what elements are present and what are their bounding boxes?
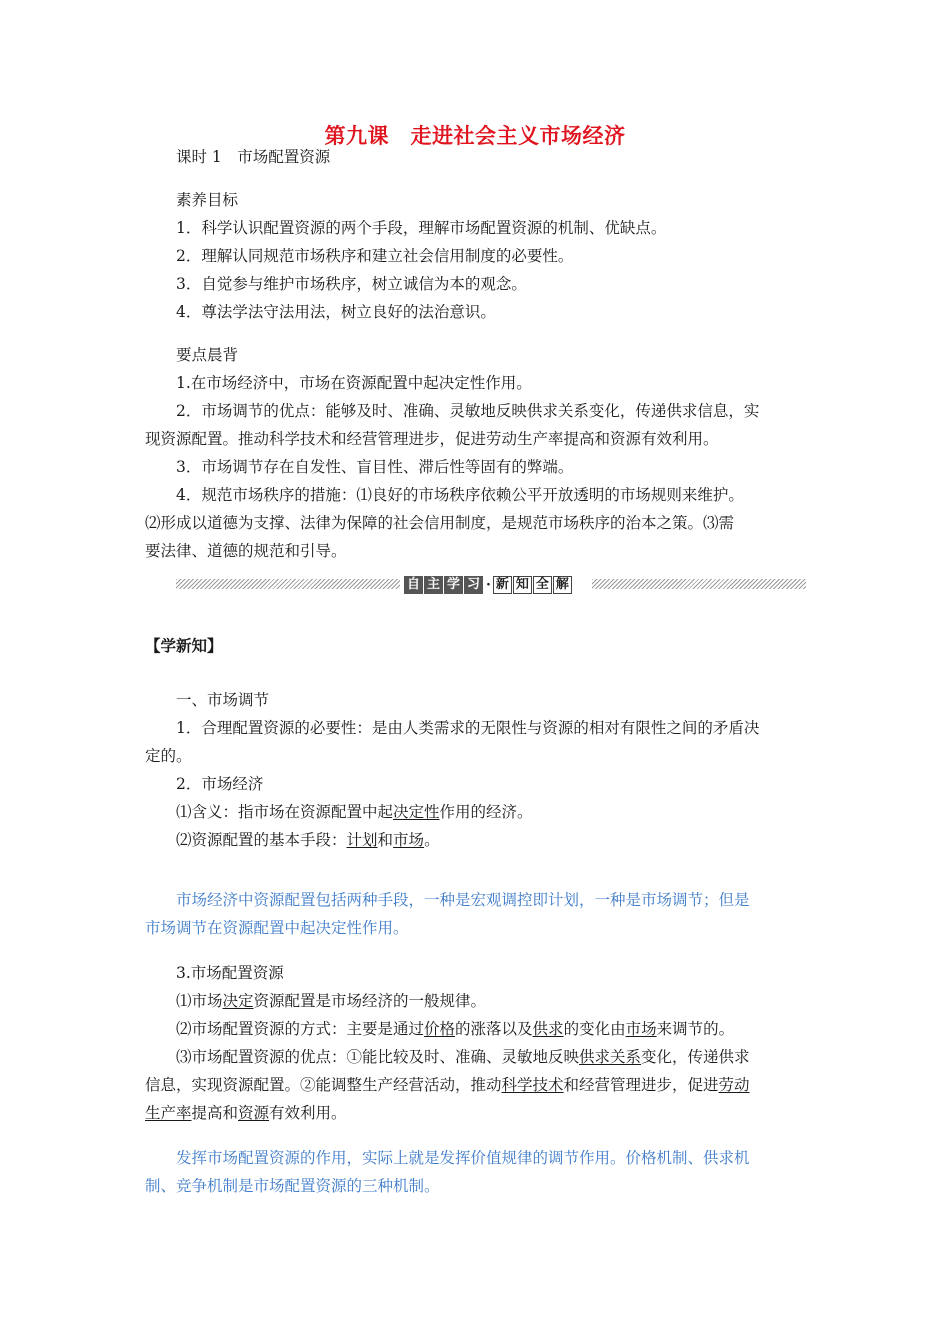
key-point-line: 要法律、道德的规范和引导。 [145, 542, 347, 560]
lesson-subtitle: 课时 1 市场配置资源 [176, 148, 331, 166]
text-span: 有效利用。 [269, 1104, 347, 1122]
text-span: 提高和 [191, 1104, 239, 1122]
banner-char: 主 [424, 576, 443, 594]
key-point-line: 1.在市场经济中，市场在资源配置中起决定性作用。 [176, 374, 532, 392]
text-span: ⑵资源配置的基本手段： [176, 831, 347, 849]
underlined-answer: 科学技术 [501, 1076, 564, 1094]
underlined-answer: 价格 [424, 1020, 456, 1038]
text-span: 和 [377, 831, 394, 849]
underlined-answer: 供求关系 [579, 1048, 642, 1066]
underlined-answer: 计划 [346, 831, 378, 849]
section-banner [176, 575, 806, 595]
body-line [145, 1103, 347, 1123]
text-span: 资源配置是市场经济的一般规律。 [253, 992, 487, 1010]
body-line: 1．合理配置资源的必要性：是由人类需求的无限性与资源的相对有限性之间的矛盾决 [176, 719, 760, 737]
key-points-heading: 要点晨背 [176, 346, 239, 364]
banner-char: 解 [553, 576, 572, 594]
key-point-line: 现资源配置。推动科学技术和经营管理进步，促进劳动生产率提高和资源有效利用。 [145, 430, 719, 448]
underlined-answer: 决定性 [393, 803, 440, 821]
banner-char: 全 [533, 576, 552, 594]
underlined-answer: 市场 [625, 1020, 657, 1038]
body-line [145, 1075, 750, 1095]
body-line [176, 830, 440, 850]
body-line [176, 1047, 750, 1067]
note-line: 制、竞争机制是市场配置资源的三种机制。 [145, 1177, 440, 1195]
underlined-answer: 劳动 [718, 1076, 750, 1094]
text-span: ⑴含义：指市场在资源配置中起 [176, 803, 394, 821]
text-span: 。 [424, 831, 440, 849]
new-knowledge-heading: 【学新知】 [145, 636, 223, 655]
goals-heading: 素养目标 [176, 191, 239, 209]
subsection-heading: 2．市场经济 [176, 775, 264, 793]
goal-item: 2．理解认同规范市场秩序和建立社会信用制度的必要性。 [176, 247, 574, 265]
text-span: 变化，传递供求 [641, 1048, 750, 1066]
key-point-line: 3．市场调节存在自发性、盲目性、滞后性等固有的弊端。 [176, 458, 574, 476]
banner-char: 知 [513, 576, 532, 594]
text-span: 的变化由 [563, 1020, 626, 1038]
text-span: 作用的经济。 [439, 803, 533, 821]
page-title: 第九课 走进社会主义市场经济 [324, 123, 626, 148]
body-line [176, 991, 486, 1011]
underlined-answer: 市场 [393, 831, 425, 849]
note-line: 发挥市场配置资源的作用，实际上就是发挥价值规律的调节作用。价格机制、供求机 [176, 1149, 750, 1167]
subsection-heading: 3.市场配置资源 [176, 964, 284, 982]
text-span: ⑶市场配置资源的优点：①能比较及时、准确、灵敏地反映 [176, 1048, 580, 1066]
key-point-line: 4．规范市场秩序的措施：⑴良好的市场秩序依赖公平开放透明的市场规则来维护。 [176, 486, 744, 504]
body-line: 定的。 [145, 747, 192, 765]
text-span: 的涨落以及 [455, 1020, 533, 1038]
text-span: ⑵市场配置资源的方式：主要是通过 [176, 1020, 425, 1038]
body-line [176, 1019, 734, 1039]
banner-hatch-right [592, 579, 806, 589]
underlined-answer: 决定 [222, 992, 254, 1010]
text-span: 信息，实现资源配置。②能调整生产经营活动，推动 [145, 1076, 502, 1094]
body-line [176, 802, 533, 822]
banner-char: 自 [404, 576, 423, 594]
underlined-answer: 供求 [532, 1020, 564, 1038]
banner-char: 学 [444, 576, 463, 594]
underlined-answer: 资源 [238, 1104, 270, 1122]
key-point-line: ⑵形成以道德为支撑、法律为保障的社会信用制度，是规范市场秩序的治本之策。⑶需 [145, 514, 735, 532]
banner-separator: · [486, 577, 491, 593]
underlined-answer: 生产率 [145, 1104, 192, 1122]
section-heading: 一、市场调节 [176, 691, 270, 709]
goal-item: 1．科学认识配置资源的两个手段，理解市场配置资源的机制、优缺点。 [176, 219, 667, 237]
goal-item: 3．自觉参与维护市场秩序，树立诚信为本的观念。 [176, 275, 527, 293]
note-line: 市场调节在资源配置中起决定性作用。 [145, 919, 409, 937]
banner-hatch-left [176, 579, 400, 589]
text-span: 和经营管理进步，促进 [563, 1076, 719, 1094]
goal-item: 4．尊法学法守法用法，树立良好的法治意识。 [176, 303, 496, 321]
banner-tag [404, 575, 573, 595]
banner-char: 习 [464, 576, 483, 594]
text-span: ⑴市场 [176, 992, 223, 1010]
key-point-line: 2．市场调节的优点：能够及时、准确、灵敏地反映供求关系变化，传递供求信息，实 [176, 402, 760, 420]
banner-char: 新 [493, 576, 512, 594]
note-line: 市场经济中资源配置包括两种手段，一种是宏观调控即计划，一种是市场调节；但是 [176, 891, 750, 909]
text-span: 来调节的。 [656, 1020, 735, 1038]
